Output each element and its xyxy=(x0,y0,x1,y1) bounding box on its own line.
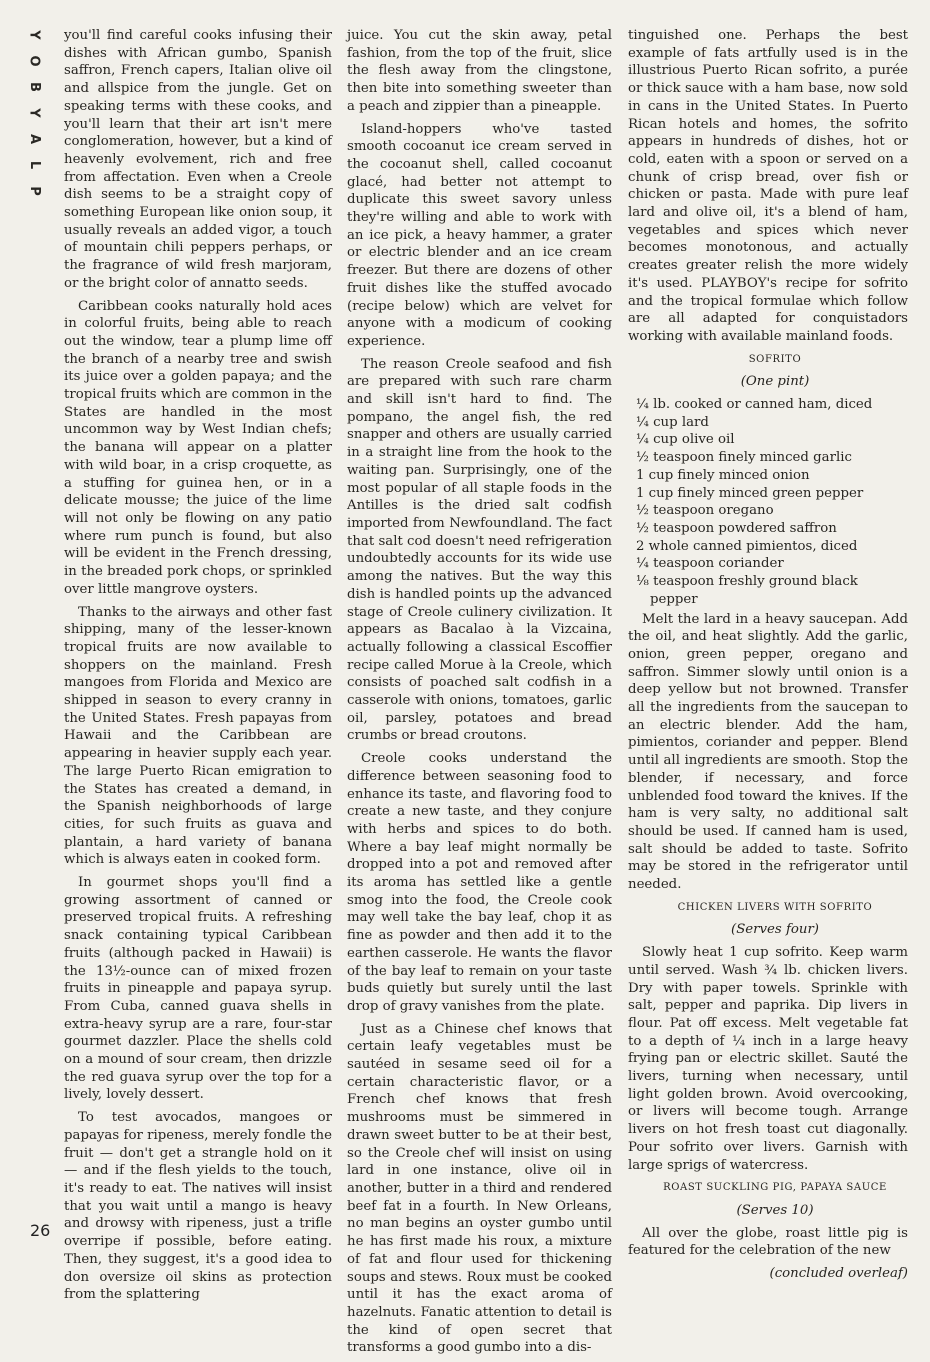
ingredient: ½ teaspoon oregano xyxy=(636,503,774,519)
recipe-sofrito xyxy=(628,351,908,894)
recipe-title: SOFRITO xyxy=(748,353,802,365)
column-3 xyxy=(628,27,908,1288)
page-number: 26 xyxy=(30,1221,51,1240)
ingredient: 1 cup finely minced green pepper xyxy=(636,485,864,501)
paragraph: In gourmet shops you'll find a growing assortment of canned or preserved tropical fruits. A refreshing snack containing typical Caribbean fruits (although packed in Hawaii) is the 13½-ounce can of mixed frozen fruits in pineapple and papaya syrup. From Cuba, canned guava shells in extra-heavy syrup are a rare, four-star gourmet dazzler. Place the shells cold on a mound of sour cream, then drizzle the red guava syrup over the top for a lively, lovely dessert. xyxy=(64,875,332,1103)
recipe-method: Melt the lard in a heavy saucepan. Add the oil, and heat slightly. Add the garlic, onion, green pepper, oregano and saffron. Simmer slowly until onion is a deep yellow but not browned. Transfer all the ingredients from the saucepan to an electric blender. Add the ham, pimientos, coriander and pepper. Blend until all ingredients are smooth. Stop the blender, if necessary, and force unblended food toward the knives. If the ham is very salty, no additional salt should be used. If canned ham is used, salt should be added to taste. Sofrito may be stored in the refrigerator until needed. xyxy=(628,611,908,893)
paragraph: Caribbean cooks naturally hold aces in colorful fruits, being able to reach out the window, tear a plump lime off the branch of a nearby tree and swish its juice over a golden papaya; and the tropical fruits which are common in the States are handled in the most uncommon way by West Indian chefs; the banana will appear on a platter with wild boar, in a crisp croquette, as a stuffing for guinea hen, or in a delicate mousse; the juice of the lime will not only be flowing on any patio where rum punch is found, but also will be evident in the French dressing, in the breaded pork chops, or sprinkled over little mangrove oysters. xyxy=(64,298,332,597)
recipe-yield: (One pint) xyxy=(740,374,810,390)
ingredient: ¼ teaspoon coriander xyxy=(636,556,784,572)
ingredient: ¼ lb. cooked or canned ham, diced xyxy=(636,397,873,413)
magazine-name-vertical: Y O B Y A L P xyxy=(26,30,42,196)
recipe-roast-pig xyxy=(628,1179,908,1283)
ingredient: 2 whole canned pimientos, diced xyxy=(636,538,858,554)
recipe-title: ROAST SUCKLING PIG, PAPAYA SAUCE xyxy=(663,1182,887,1194)
paragraph: Thanks to the airways and other fast shipping, many of the lesser-known tropical fruits are now available to shoppers on the mainland. Fresh mangoes from Florida and Mexico are shipped in season to every cranny in the United States. Fresh papayas from Hawaii and the Caribbean are appearing in heavier supply each year. The large Puerto Rican emigration to the States has created a demand, in the Spanish neighborhoods of large cities, for such fruits as guava and plantain, a hard variety of banana which is always eaten in cooked form. xyxy=(64,604,332,868)
recipe-title: CHICKEN LIVERS WITH SOFRITO xyxy=(677,901,873,913)
paragraph: juice. You cut the skin away, petal fashion, from the top of the fruit, slice the flesh away from the clingstone, then bite into something sweeter than a peach and zippier than a pineapple. xyxy=(347,28,612,114)
ingredient: ¼ cup lard xyxy=(636,414,709,430)
column-2 xyxy=(347,27,612,1362)
column-1 xyxy=(64,27,332,1309)
paragraph: The reason Creole seafood and fish are prepared with such rare charm and skill isn't hard to find. The pompano, the angel fish, the red snapper and others are usually carried in a straight line from the hook to the waiting pan. Surprisingly, one of the most popular of all staple foods in the Antilles is the dried salt codfish imported from Newfoundland. The fact that salt cod doesn't need refrigeration undoubtedly accounts for its wide use among the natives. But the way this dish is handled points up the advanced stage of Creole culinery civilization. It appears as Bacalao à la Vizcaina, actually following a classical Escoffier recipe called Morue à la Creole, which consists of poached salt codfish in a casserole with onions, tomatoes, garlic oil, parsley, potatoes and bread crumbs or bread croutons. xyxy=(347,356,612,744)
paragraph: Island-hoppers who've tasted smooth cocoanut ice cream served in the cocoanut shell, called cocoanut glacé, had better not attempt to duplicate this sweet savory unless they're willing and able to work with an ice pick, a heavy hammer, a grater or electric blender and an ice cream freezer. But there are dozens of other fruit dishes like the stuffed avocado (recipe below) which are velvet for anyone with a modicum of cooking experience. xyxy=(347,121,612,349)
ingredient: ½ teaspoon finely minced garlic xyxy=(636,450,852,466)
recipe-chicken-livers xyxy=(628,899,908,1175)
ingredient: ¼ cup olive oil xyxy=(636,432,735,448)
paragraph: tinguished one. Perhaps the best example of fats artfully used is in the illustrious Puerto Rican sofrito, a purée or thick sauce with a ham base, now sold in cans in the United States. In Puerto Rican hotels and homes, the sofrito appears in hundreds of dishes, hot or cold, eaten with a spoon or served on a chunk of crisp bread, over fish or chicken or pasta. Made with pure leaf lard and olive oil, it's a blend of ham, vegetables and spices which never becomes monotonous, and actually creates greater relish the more widely it's used. PLAYBOY's recipe for sofrito and the tropical formulae which follow are all adapted for conquistadors working with available mainland foods. xyxy=(628,28,908,344)
continued-note: (concluded overleaf) xyxy=(769,1266,908,1282)
recipe-yield: (Serves four) xyxy=(731,922,819,938)
paragraph: you'll find careful cooks infusing their dishes with African gumbo, Spanish saffron, French capers, Italian olive oil and allspice from the jungle. Get on speaking terms with these cooks, and you'll learn that their art isn't mere conglomeration, however, but a kind of heavenly evolvement, rich and free from affectation. Even when a Creole dish seems to be a straight copy of something European like onion soup, it usually reveals an added vigor, a touch of mountain chili peppers perhaps, or the fragrance of wild fresh marjoram, or the bright color of annatto seeds. xyxy=(64,28,332,291)
ingredient-list xyxy=(628,396,908,608)
recipe-method: All over the globe, roast little pig is featured for the celebration of the new xyxy=(628,1225,908,1259)
paragraph: Creole cooks understand the difference between seasoning food to enhance its taste, and flavoring food to create a new taste, and they conjure with herbs and spices to do both. Where a bay leaf might normally be dropped into a pot and removed after its aroma has settled like a gentle smog into the food, the Creole cook may well take the bay leaf, chop it as fine as powder and then add it to the earthen casserole. He wants the flavor of the bay leaf to remain on your taste buds quietly but surely until the last drop of gravy vanishes from the plate. xyxy=(347,751,612,1014)
ingredient: ½ teaspoon powdered saffron xyxy=(636,520,837,536)
ingredient: 1 cup finely minced onion xyxy=(636,467,810,483)
ingredient: ⅛ teaspoon freshly ground black pepper xyxy=(636,574,858,607)
paragraph: To test avocados, mangoes or papayas for ripeness, merely fondle the fruit — don't get a strangle hold on it — and if the flesh yields to the touch, it's ready to eat. The natives will insist that you wait until a mango is heavy and drowsy with ripeness, just a trifle overripe if possible, before eating. Then, they suggest, it's a good idea to don oversize oil skins as protection from the splattering xyxy=(64,1110,332,1303)
recipe-yield: (Serves 10) xyxy=(736,1203,814,1218)
recipe-method: Slowly heat 1 cup sofrito. Keep warm until served. Wash ¾ lb. chicken livers. Dry with paper towels. Sprinkle with salt, pepper and paprika. Dip livers in flour. Pat off excess. Melt vegetable fat to a depth of ¼ inch in a large heavy frying pan or electric skillet. Sauté the livers, turning when necessary, until light golden brown. Avoid overcooking, or livers will become tough. Arrange livers on hot fresh toast cut diagonally. Pour sofrito over livers. Garnish with large sprigs of watercress. xyxy=(628,945,908,1173)
paragraph: Just as a Chinese chef knows that certain leafy vegetables must be sautéed in sesame seed oil for a certain characteristic flavor, or a French chef knows that fresh mushrooms must be simmered in drawn sweet butter to be at their best, so the Creole chef will insist on using lard in one instance, olive oil in another, butter in a third and rendered beef fat in a fourth. In New Orleans, no man begins an oyster gumbo until he has first made his roux, a mixture of fat and flour used for thickening soups and stews. Roux must be cooked until it has the exact aroma of hazelnuts. Fanatic attention to detail is the kind of open secret that transforms a good gumbo into a dis- xyxy=(347,1021,612,1356)
